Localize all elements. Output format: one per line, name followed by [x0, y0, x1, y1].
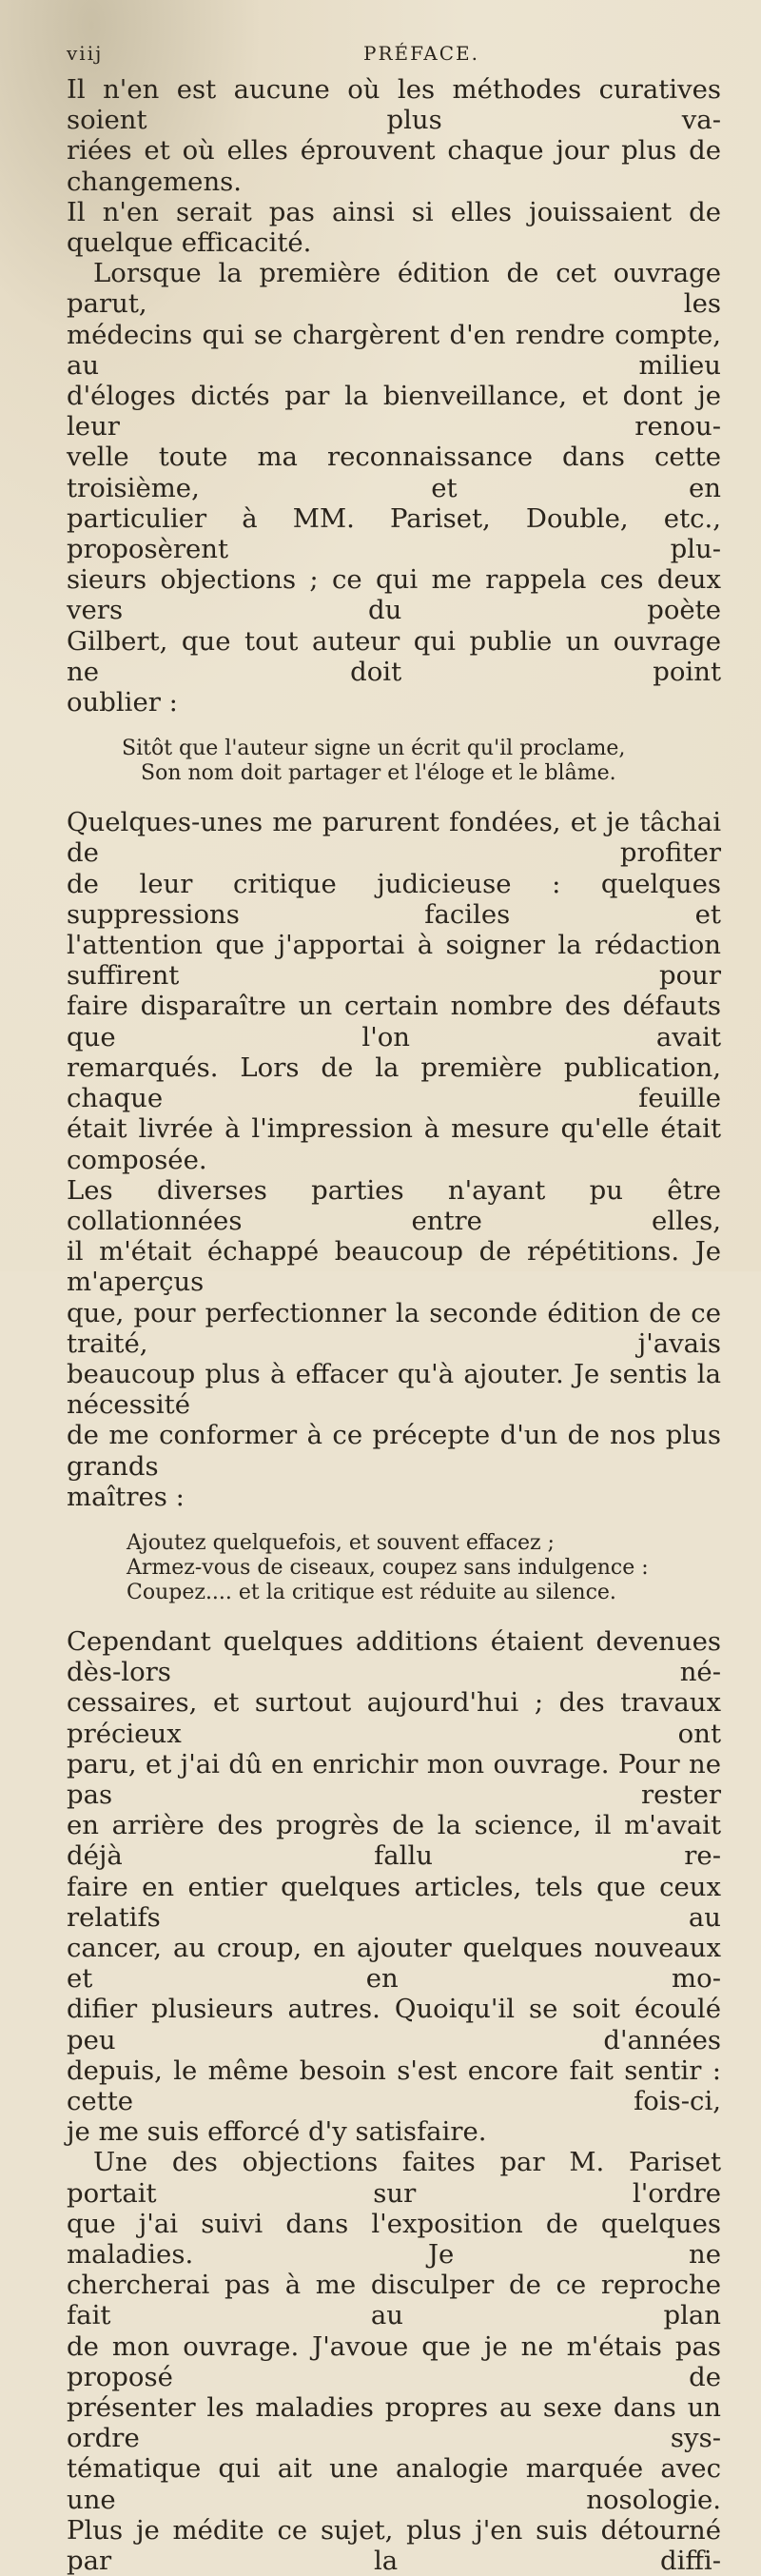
text-line: que j'ai suivi dans l'exposition de quelques maladies. Je ne: [67, 2208, 721, 2270]
text-line: riées et où elles éprouvent chaque jour plus de changemens.: [67, 135, 721, 197]
page-number: viij: [67, 42, 104, 65]
text-line: Il n'en serait pas ainsi si elles jouissaient de quelque efficacité.: [67, 196, 721, 259]
verse-line: Sitôt que l'auteur signe un écrit qu'il proclame,: [122, 737, 626, 761]
text-line: médecins qui se chargèrent d'en rendre compte, au milieu: [67, 319, 721, 381]
verse-line: Coupez.... et la critique est réduite au silence.: [127, 1580, 616, 1604]
text-line: faire disparaître un certain nombre des défauts que l'on avait: [67, 991, 721, 1052]
body-text: [67, 74, 721, 2576]
text-line: particulier à MM. Pariset, Double, etc., proposèrent plu-: [67, 502, 721, 565]
verse-line: Ajoutez quelquefois, et souvent effacez ;: [127, 1530, 555, 1555]
verse-quote-boileau: [67, 1531, 721, 1605]
text-line: présenter les maladies propres au sexe dans un ordre sys-: [67, 2392, 721, 2454]
text-line: Gilbert, que tout auteur qui publie un ouvrage ne doit point: [67, 625, 721, 687]
text-line: était livrée à l'impression à mesure qu'elle était composée.: [67, 1113, 721, 1175]
verse-quote-gilbert: [67, 737, 721, 786]
text-line: que, pour perfectionner la seconde édition de ce traité, j'avais: [67, 1297, 721, 1359]
text-line: velle toute ma reconnaissance dans cette troisième, et en: [67, 442, 721, 503]
verse-line: Son nom doit partager et l'éloge et le blâme.: [141, 761, 616, 786]
text-line: Il n'en est aucune où les méthodes curatives soient plus va-: [67, 74, 721, 136]
text-line: je me suis efforcé d'y satisfaire.: [67, 2116, 487, 2148]
text-line: maîtres :: [67, 1481, 185, 1512]
verse-line: Armez-vous de ciseaux, coupez sans indulgence :: [127, 1555, 649, 1580]
text-line: cancer, au croup, en ajouter quelques nouveaux et en mo-: [67, 1932, 721, 1995]
text-line: beaucoup plus à effacer qu'à ajouter. Je sentis la nécessité: [67, 1358, 721, 1421]
text-line: l'attention que j'apportai à soigner la rédaction suffirent pour: [67, 930, 721, 992]
text-line: chercherai pas à me disculper de ce reproche fait au plan: [67, 2270, 721, 2331]
text-line: Lorsque la première édition de cet ouvrage parut, les: [67, 258, 721, 320]
text-line: Plus je médite ce sujet, plus j'en suis détourné par la diffi-: [67, 2514, 721, 2576]
text-line: difier plusieurs autres. Quoiqu'il se soit écoulé peu d'années: [67, 1994, 721, 2055]
text-line: sieurs objections ; ce qui me rappela ces deux vers du poète: [67, 564, 721, 626]
text-line: Cependant quelques additions étaient devenues dès-lors né-: [67, 1625, 721, 1688]
text-line: de leur critique judicieuse : quelques suppressions faciles et: [67, 868, 721, 930]
text-line: Les diverses parties n'ayant pu être collationnées entre elles,: [67, 1174, 721, 1236]
text-line: en arrière des progrès de la science, il m'avait déjà fallu re-: [67, 1810, 721, 1872]
text-line: oublier :: [67, 687, 178, 718]
text-line: d'éloges dictés par la bienveillance, et dont je leur renou-: [67, 381, 721, 442]
text-line: remarqués. Lors de la première publication, chaque feuille: [67, 1052, 721, 1114]
text-line: depuis, le même besoin s'est encore fait sentir : cette fois-ci,: [67, 2055, 721, 2116]
text-line: faire en entier quelques articles, tels que ceux relatifs au: [67, 1871, 721, 1933]
text-line: de me conformer à ce précepte d'un de nos plus grands: [67, 1420, 721, 1482]
text-line: paru, et j'ai dû en enrichir mon ouvrage. Pour ne pas rester: [67, 1748, 721, 1810]
text-line: de mon ouvrage. J'avoue que je ne m'étais pas proposé de: [67, 2330, 721, 2392]
text-line: Quelques-unes me parurent fondées, et je tâchai de profiter: [67, 807, 721, 869]
text-line: cessaires, et surtout aujourd'hui ; des travaux précieux ont: [67, 1687, 721, 1749]
text-line: il m'était échappé beaucoup de répétitions. Je m'aperçus: [67, 1236, 721, 1298]
text-line: Une des objections faites par M. Pariset portait sur l'ordre: [67, 2147, 721, 2209]
text-line: tématique qui ait une analogie marquée avec une nosologie.: [67, 2453, 721, 2515]
running-title: PRÉFACE.: [363, 42, 479, 65]
